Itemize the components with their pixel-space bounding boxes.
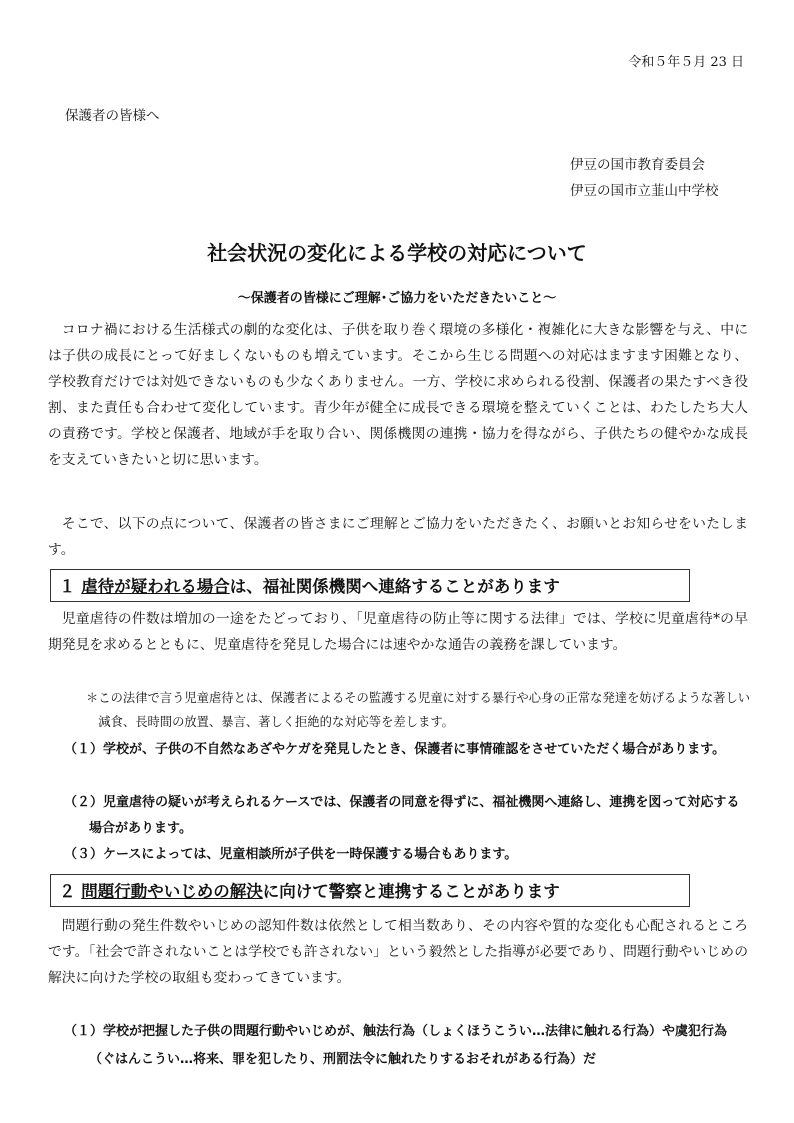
section-1-body: 児童虐待の件数は増加の一途をたどっており、「児童虐待の防止等に関する法律」では、学校に児童虐待*の早期発見を求めるとともに、児童虐待を発見した場合には速やかな通告の義務を課しています。	[48, 611, 748, 653]
sender-board: 伊豆の国市教育委員会	[570, 157, 705, 173]
section-2-title-underlined: 問題行動やいじめの解決	[81, 882, 263, 901]
section-1-number: １	[59, 577, 76, 596]
section-1-footnote: ＊この法律で言う児童虐待とは、保護者によるその監護する児童に対する暴行や心身の正常な発達を妨げるような著しい減食、長時間の放置、暴言、著しく拒絶的な対応等を差します。	[86, 691, 751, 729]
section-2-title-rest: に向けて警察と連携することがあります	[262, 882, 560, 901]
sender-block	[570, 152, 719, 204]
section-1-item-2: （２）児童虐待の疑いが考えられるケースでは、保護者の同意を得ずに、福祉機関へ連絡し、連携を図って対応する場合があります。	[64, 795, 740, 836]
section-2-item-1: （１）学校が把握した子供の問題行動やいじめが、触法行為（しょくほうこうい…法律に触れる行為）や虞犯行為（ぐはんこうい…将来、罪を犯したり、刑罰法令に触れたりするおそれがある行為）だ	[64, 1024, 728, 1067]
section-1-item-3: （３）ケースによっては、児童相談所が子供を一時保護する場合もあります。	[64, 847, 518, 862]
page-title: 社会状況の変化による学校の対応について	[207, 241, 587, 265]
section-2-body: 問題行動の発生件数やいじめの認知件数は依然として相当数あり、その内容や質的な変化も心配されるところです。「社会で許されないことは学校でも許されない」という毅然とした指導が必要であり、問題行動やいじめの解決に向けた学校の取組も変わってきています。	[48, 918, 748, 986]
sender-school: 伊豆の国市立韮山中学校	[570, 183, 719, 199]
addressee: 保護者の皆様へ	[65, 108, 160, 124]
section-1-item-1: （１）学校が、子供の不自然なあざやケガを発見したとき、保護者に事情確認をさせていただく場合があります。	[64, 742, 726, 757]
section-1-title-rest: は、福祉関係機関へ連絡することがあります	[229, 577, 560, 596]
section-2-heading	[50, 874, 690, 907]
page-subtitle: ～保護者の皆様にご理解･ご協力をいただきたいこと～	[237, 291, 557, 306]
section-1-heading	[50, 569, 690, 602]
intro-paragraph-2: そこで、以下の点について、保護者の皆さまにご理解とご協力をいただきたく、お願いとお知らせをいたします。	[48, 516, 748, 558]
section-1-title-underlined: 虐待が疑われる場合	[81, 577, 230, 596]
section-2-number: ２	[59, 882, 76, 901]
document-date: 令和５年５月 23 日	[628, 55, 744, 70]
intro-paragraph-1: コロナ禍における生活様式の劇的な変化は、子供を取り巻く環境の多様化・複雑化に大きな影響を与え、中には子供の成長にとって好ましくないものも増えています。そこから生じる問題への対応はますます困難となり、学校教育だけでは対処できないものも少なくありません。一方、学校に求められる役割、保護者の果たすべき役割、また責任も合わせて変化しています。青少年が健全に成長できる環境を整えていくことは、わたしたち大人の責務です。学校と保護者、地域が手を取り合い、関係機関の連携・協力を得ながら、子供たちの健やかな成長を支えていきたいと切に思います。	[48, 322, 748, 468]
